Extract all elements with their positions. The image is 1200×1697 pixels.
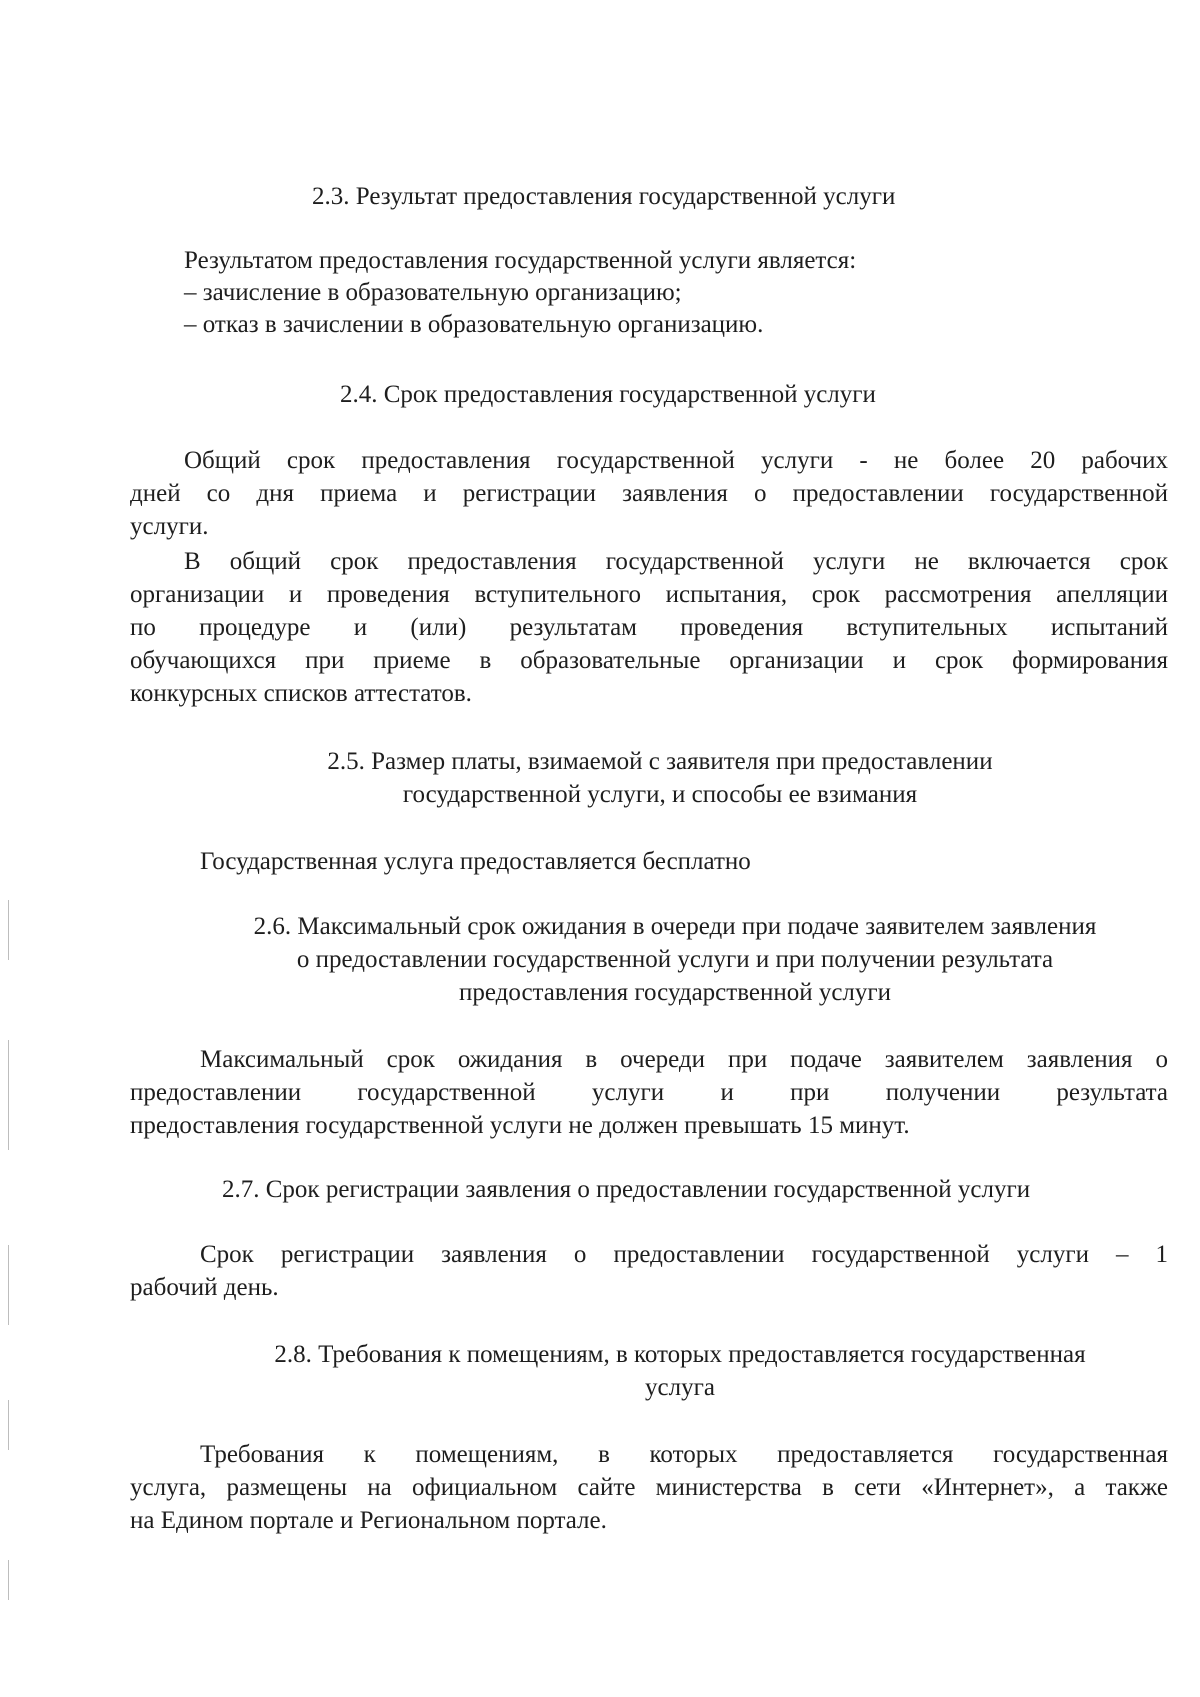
paragraph-line: организации и проведения вступительного испытания, срок рассмотрения апелляции bbox=[130, 581, 1168, 608]
paragraph-line: обучающихся при приеме в образовательные организации и срок формирования bbox=[130, 647, 1168, 674]
heading-line: 2.6. Максимальный срок ожидания в очереди при подаче заявителем заявления bbox=[253, 913, 1097, 940]
paragraph-line: Максимальный срок ожидания в очереди при подаче заявителем заявления о bbox=[200, 1046, 1168, 1073]
paragraph-line: Срок регистрации заявления о предоставлении государственной услуги – 1 bbox=[200, 1241, 1168, 1268]
section-2-5-heading bbox=[240, 745, 1080, 811]
heading-line: о предоставлении государственной услуги и при получении результата bbox=[296, 946, 1054, 973]
scan-artifact bbox=[8, 1040, 9, 1150]
paragraph-line: рабочий день. bbox=[130, 1274, 279, 1301]
heading-line: 2.8. Требования к помещениям, в которых предоставляется государственная bbox=[274, 1341, 1086, 1368]
section-2-3-heading: 2.3. Результат предоставления государственной услуги bbox=[312, 183, 896, 210]
paragraph-line: В общий срок предоставления государственной услуги не включается срок bbox=[184, 548, 1168, 575]
section-2-6-paragraph bbox=[130, 1043, 1168, 1142]
paragraph-line: дней со дня приема и регистрации заявления о предоставлении государственной bbox=[130, 480, 1168, 507]
paragraph-line: Требования к помещениям, в которых предоставляется государственная bbox=[200, 1441, 1168, 1468]
scan-artifact bbox=[8, 900, 9, 960]
section-2-3-item: – отказ в зачислении в образовательную организацию. bbox=[184, 311, 764, 338]
heading-line: услуга bbox=[645, 1374, 715, 1401]
paragraph-line: услуги. bbox=[130, 513, 209, 540]
section-2-5-text: Государственная услуга предоставляется бесплатно bbox=[200, 848, 751, 875]
heading-line: предоставления государственной услуги bbox=[458, 979, 892, 1006]
scan-artifact bbox=[8, 1560, 9, 1600]
section-2-4-heading: 2.4. Срок предоставления государственной услуги bbox=[340, 381, 876, 408]
heading-line: 2.5. Размер платы, взимаемой с заявителя при предоставлении bbox=[327, 748, 993, 775]
section-2-4-paragraph-1 bbox=[130, 444, 1168, 543]
section-2-8-paragraph bbox=[130, 1438, 1168, 1537]
section-2-4-paragraph-2 bbox=[130, 545, 1168, 710]
scan-artifact bbox=[8, 1400, 9, 1450]
section-2-7-paragraph bbox=[130, 1238, 1168, 1304]
section-2-6-heading bbox=[180, 910, 1170, 1009]
heading-line: государственной услуги, и способы ее взимания bbox=[402, 781, 918, 808]
section-2-3-item: – зачисление в образовательную организацию; bbox=[184, 279, 682, 306]
section-2-8-heading bbox=[210, 1338, 1150, 1404]
paragraph-line: по процедуре и (или) результатам проведения вступительных испытаний bbox=[130, 614, 1168, 641]
section-2-7-heading: 2.7. Срок регистрации заявления о предоставлении государственной услуги bbox=[222, 1176, 1031, 1203]
scan-artifact bbox=[8, 1245, 9, 1325]
paragraph-line: конкурсных списков аттестатов. bbox=[130, 680, 472, 707]
paragraph-line: предоставлении государственной услуги и при получении результата bbox=[130, 1079, 1168, 1106]
paragraph-line: Общий срок предоставления государственной услуги - не более 20 рабочих bbox=[184, 447, 1168, 474]
paragraph-line: предоставления государственной услуги не должен превышать 15 минут. bbox=[130, 1112, 910, 1139]
paragraph-line: услуга, размещены на официальном сайте министерства в сети «Интернет», а также bbox=[130, 1474, 1168, 1501]
section-2-3-intro: Результатом предоставления государственной услуги является: bbox=[184, 247, 857, 274]
paragraph-line: на Едином портале и Региональном портале. bbox=[130, 1507, 607, 1534]
